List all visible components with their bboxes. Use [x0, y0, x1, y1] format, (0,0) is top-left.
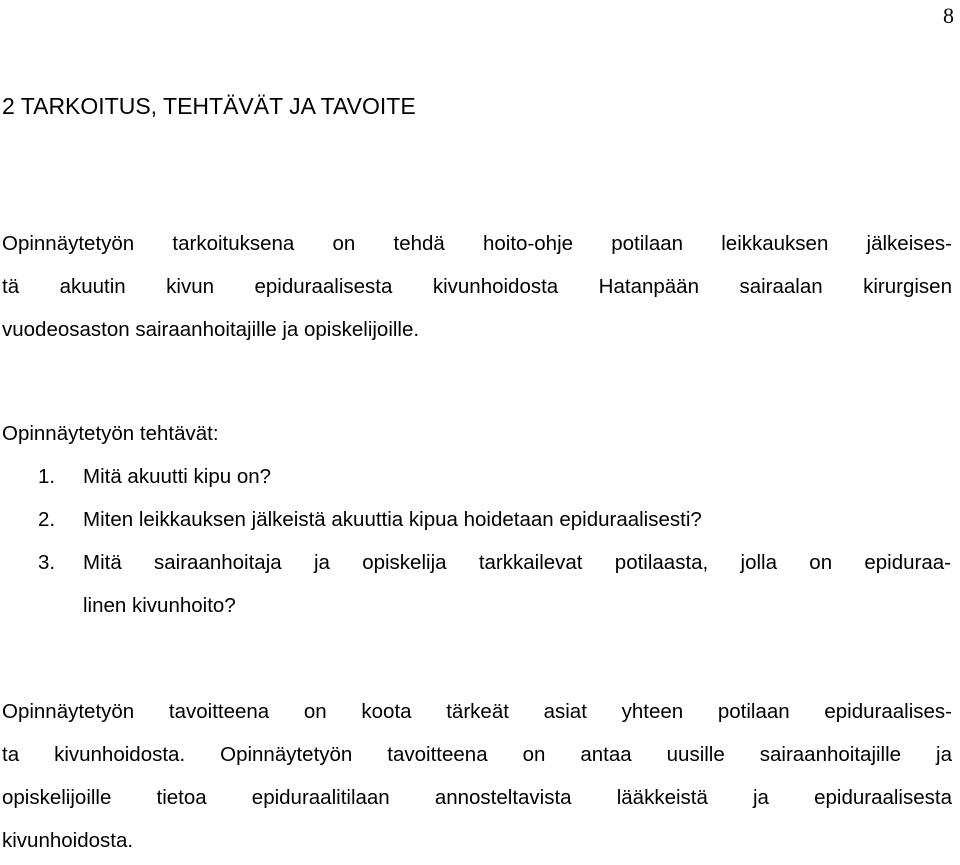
task-item-2	[2, 498, 951, 541]
task-text-3-line-1: Mitä sairaanhoitaja ja opiskelija tarkkailevat potilaasta, jolla on epiduraa-	[83, 551, 951, 574]
page-number: 8	[943, 3, 954, 28]
intro-line-3: vuodeosaston sairaanhoitajille ja opiskelijoille.	[2, 318, 420, 341]
task-item-1	[2, 455, 951, 498]
tasks-label: Opinnäytetyön tehtävät:	[2, 422, 219, 445]
goal-line-3: opiskelijoille tietoa epiduraalitilaan annosteltavista lääkkeistä ja epiduraalisesta	[2, 786, 952, 809]
intro-line-2: tä akuutin kivun epiduraalisesta kivunhoidosta Hatanpään sairaalan kirurgisen	[2, 275, 952, 298]
task-number-1: 1.	[38, 465, 56, 488]
goal-paragraph	[2, 690, 952, 862]
task-list	[2, 455, 951, 627]
goal-line-4: kivunhoidosta.	[2, 829, 134, 852]
task-text-3-line-2: linen kivunhoito?	[83, 594, 236, 617]
task-item-3	[2, 541, 951, 627]
task-text-2: Miten leikkauksen jälkeistä akuuttia kipua hoidetaan epiduraalisesti?	[83, 508, 702, 531]
task-number-2: 2.	[38, 508, 56, 531]
goal-line-1: Opinnäytetyön tavoitteena on koota tärkeät asiat yhteen potilaan epiduraalises-	[2, 700, 952, 723]
goal-line-2: ta kivunhoidosta. Opinnäytetyön tavoitteena on antaa uusille sairaanhoitajille ja	[2, 743, 952, 766]
task-text-1: Mitä akuutti kipu on?	[83, 465, 272, 488]
task-number-3: 3.	[38, 551, 56, 574]
section-heading: 2 TARKOITUS, TEHTÄVÄT JA TAVOITE	[2, 93, 416, 119]
intro-line-1: Opinnäytetyön tarkoituksena on tehdä hoito-ohje potilaan leikkauksen jälkeises-	[2, 232, 952, 255]
intro-paragraph	[2, 222, 952, 351]
